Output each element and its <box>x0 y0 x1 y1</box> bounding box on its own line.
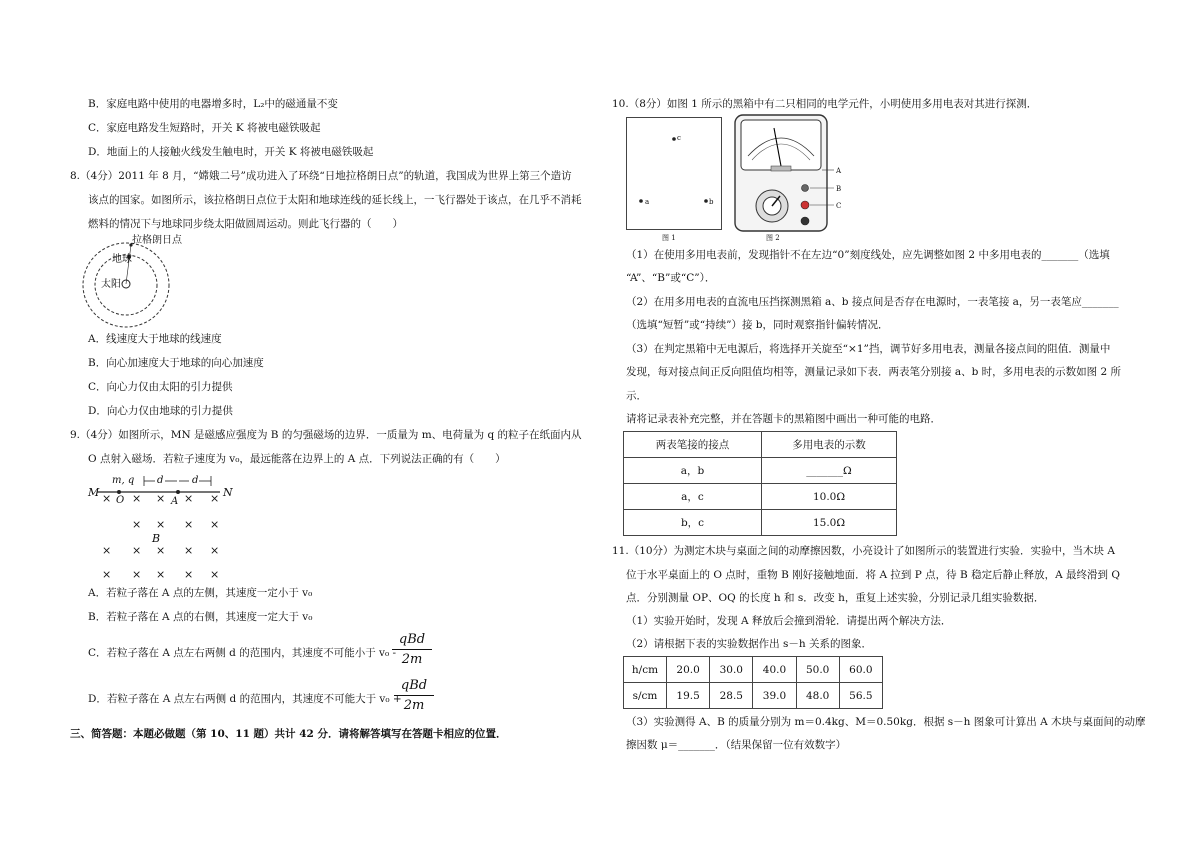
q11-stem-line1: 11.（10分）为测定木块与桌面之间的动摩擦因数，小亮设计了如图所示的装置进行实验．实验中，当木块 A <box>612 545 1115 557</box>
q11-part1: （1）实验开始时，发现 A 释放后会撞到滑轮．请提出两个解决方法． <box>626 615 952 627</box>
q7-option-b: B．家庭电路中使用的电器增多时，L₂中的磁通量不变 <box>88 98 338 110</box>
table-cell: _______Ω <box>762 458 897 484</box>
table-cell: 19.5 <box>667 683 710 709</box>
field-cross: × <box>102 544 112 557</box>
fraction-d-denominator: 2m <box>403 698 425 713</box>
table-cell: 39.0 <box>753 683 796 709</box>
field-cross: × <box>184 568 194 581</box>
table-cell: 15.0Ω <box>762 510 897 536</box>
table-cell: a，c <box>624 484 762 510</box>
meter-jack-black <box>801 217 809 225</box>
field-cross: × <box>184 544 194 557</box>
table-cell: 50.0 <box>796 657 839 683</box>
black-box-outline <box>627 118 722 230</box>
table-row <box>624 657 883 683</box>
meter-label-b: B <box>836 185 842 193</box>
field-cross: × <box>210 492 220 505</box>
table-cell: 40.0 <box>753 657 796 683</box>
table-cell: 30.0 <box>710 657 753 683</box>
field-cross: × <box>210 544 220 557</box>
fig9-n-label: N <box>223 486 233 499</box>
q8-stem-line2: 该点的国家。如图所示，该拉格朗日点位于太阳和地球连线的延长线上，一飞行器处于该点，在几乎不消耗 <box>88 194 582 206</box>
field-cross: × <box>156 544 166 557</box>
field-cross: × <box>210 518 220 531</box>
q8-option-d: D．向心力仅由地球的引力提供 <box>88 405 233 417</box>
q9-option-a: A．若粒子落在 A 点的左侧，其速度一定小于 v₀ <box>88 587 313 599</box>
meter-jack-red <box>801 201 809 209</box>
q11-part2: （2）请根据下表的实验数据作出 s－h 关系的图象． <box>626 638 873 650</box>
terminal-c-dot <box>672 137 676 141</box>
field-cross: × <box>184 492 194 505</box>
q7-option-c: C．家庭电路发生短路时，开关 K 将被电磁铁吸起 <box>88 122 321 134</box>
q8-stem-line3: 燃料的情况下与地球同步绕太阳做圆周运动。则此飞行器的（ ） <box>88 218 403 230</box>
table-row <box>624 683 883 709</box>
field-cross: × <box>132 568 142 581</box>
fig9-d2-label: d <box>192 475 199 486</box>
fig8-earth-label: 地球 <box>112 254 132 265</box>
fig9-a-label: A <box>171 496 179 507</box>
q10-part3-line4: 请将记录表补充完整，并在答题卡的黑箱图中画出一种可能的电路． <box>626 413 941 425</box>
q10-part2-line1: （2）在用多用电表的直流电压挡探测黑箱 a、b 接点间是否存在电源时，一表笔接 a，另一表笔应_______ <box>626 296 1119 308</box>
q9-option-c: C．若粒子落在 A 点左右两侧 d 的范围内，其速度不可能小于 v₀ - <box>88 647 397 659</box>
q11-part3-line2: 擦因数 μ＝_______．（结果保留一位有效数字） <box>626 739 847 751</box>
meter-screw-a <box>771 166 791 171</box>
table-cell: 60.0 <box>839 657 882 683</box>
fraction-d <box>394 678 434 713</box>
q10-part3-line2: 发现，每对接点间正反向阻值均相等，测量记录如下表．两表笔分别接 a、b 时，多用电表的示数如图 2 所 <box>626 366 1122 378</box>
terminal-c-label: c <box>677 134 681 142</box>
field-cross: × <box>132 492 142 505</box>
q10-part1-line2: “A”、“B”或“C”）． <box>626 272 716 284</box>
q7-option-d: D．地面上的人接触火线发生触电时，开关 K 将被电磁铁吸起 <box>88 146 374 158</box>
meter-label-c: C <box>836 202 842 210</box>
fig8-sun-label: 太阳 <box>101 279 121 290</box>
fig8-lagrange-label: 拉格朗日点 <box>132 235 182 246</box>
meter-knob-b <box>802 185 809 192</box>
fraction-c-denominator: 2m <box>401 652 423 667</box>
q8-option-c: C．向心力仅由太阳的引力提供 <box>88 381 233 393</box>
table-cell: s/cm <box>624 683 667 709</box>
q9-stem-line2: O 点射入磁场．若粒子速度为 v₀，最远能落在边界上的 A 点．下列说法正确的有（ ） <box>88 453 506 465</box>
terminal-b-label: b <box>709 198 714 206</box>
resistance-table <box>623 431 897 536</box>
multimeter-figure <box>734 114 846 234</box>
fig9-o-label: O <box>116 495 125 506</box>
meter-label-a: A <box>836 167 842 175</box>
field-cross: × <box>210 568 220 581</box>
q10-part2-line2: （选填“短暂”或“持续”）接 b，同时观察指针偏转情况． <box>626 319 889 331</box>
fig9-d1-label: d <box>157 475 164 486</box>
section-3-heading: 三、简答题：本题必做题（第 10、11 题）共计 42 分．请将解答填写在答题卡相应的位置． <box>70 728 507 740</box>
table-cell: 28.5 <box>710 683 753 709</box>
q11-part3-line1: （3）实验测得 A、B 的质量分别为 m＝0.4kg、M＝0.50kg．根据 s－h 图象可计算出 A 木块与桌面间的动摩 <box>626 716 1146 728</box>
terminal-a-dot <box>639 199 643 203</box>
fraction-c-numerator: qBd <box>398 632 426 647</box>
field-cross: × <box>156 568 166 581</box>
fraction-c <box>392 632 432 667</box>
fraction-d-numerator: qBd <box>400 678 428 693</box>
fig9-b-label: B <box>152 532 161 545</box>
fig1-label: 图 1 <box>662 234 676 242</box>
sh-data-table <box>623 656 883 709</box>
q8-option-b: B．向心加速度大于地球的向心加速度 <box>88 357 264 369</box>
table-row <box>624 458 897 484</box>
q10-part3-line1: （3）在判定黑箱中无电源后，将选择开关旋至“×1”挡，调节好多用电表，测量各接点间的阻值．测量中 <box>626 343 1111 355</box>
table-cell: 10.0Ω <box>762 484 897 510</box>
terminal-b-dot <box>704 199 708 203</box>
table-cell: 20.0 <box>667 657 710 683</box>
field-cross: × <box>156 492 166 505</box>
table-header-row <box>624 432 897 458</box>
table-cell: a，b <box>624 458 762 484</box>
field-cross: × <box>132 544 142 557</box>
field-cross: × <box>132 518 142 531</box>
point-a-dot <box>176 490 180 494</box>
table-cell: 48.0 <box>796 683 839 709</box>
q10-stem: 10.（8分）如图 1 所示的黑箱中有二只相同的电学元件，小明使用多用电表对其进行探测． <box>612 98 1038 110</box>
q9-option-d: D．若粒子落在 A 点左右两侧 d 的范围内，其速度不可能大于 v₀ + <box>88 693 402 705</box>
q8-stem-line1: 8.（4分）2011 年 8 月，“嫦娥二号”成功进入了环绕“日地拉格朗日点”的轨道，我国成为世界上第三个造访 <box>70 170 572 182</box>
table-cell: 56.5 <box>839 683 882 709</box>
field-cross: × <box>156 518 166 531</box>
table-cell: b，c <box>624 510 762 536</box>
field-cross: × <box>102 492 112 505</box>
table-cell: h/cm <box>624 657 667 683</box>
field-cross: × <box>184 518 194 531</box>
black-box-figure <box>626 117 722 233</box>
meter-display <box>741 120 821 170</box>
terminal-a-label: a <box>645 198 650 206</box>
table-row <box>624 484 897 510</box>
q9-option-b: B．若粒子落在 A 点的右侧，其速度一定大于 v₀ <box>88 611 313 623</box>
table-row <box>624 510 897 536</box>
table-header-cell: 多用电表的示数 <box>762 432 897 458</box>
fig9-mq-label: m, q <box>112 475 135 486</box>
q11-stem-line3: 点．分别测量 OP、OQ 的长度 h 和 s．改变 h，重复上述实验，分别记录几组实验数据． <box>626 592 1045 604</box>
lagrange-orbit-figure <box>80 236 180 330</box>
q8-option-a: A．线速度大于地球的线速度 <box>88 333 222 345</box>
field-cross: × <box>102 568 112 581</box>
q10-part1-line1: （1）在使用多用电表前，发现指针不在左边“0”刻度线处，应先调整如图 2 中多用电表的_______（选填 <box>626 249 1110 261</box>
q10-part3-line3: 示． <box>626 390 647 402</box>
fig9-m-label: M <box>88 486 100 499</box>
q9-stem-line1: 9.（4分）如图所示，MN 是磁感应强度为 B 的匀强磁场的边界．一质量为 m、电荷量为 q 的粒子在纸面内从 <box>70 429 582 441</box>
q11-stem-line2: 位于水平桌面上的 O 点时，重物 B 刚好接触地面．将 A 拉到 P 点，待 B 稳定后静止释放，A 最终滑到 Q <box>626 569 1120 581</box>
table-header-cell: 两表笔接的接点 <box>624 432 762 458</box>
fig2-label: 图 2 <box>766 234 780 242</box>
